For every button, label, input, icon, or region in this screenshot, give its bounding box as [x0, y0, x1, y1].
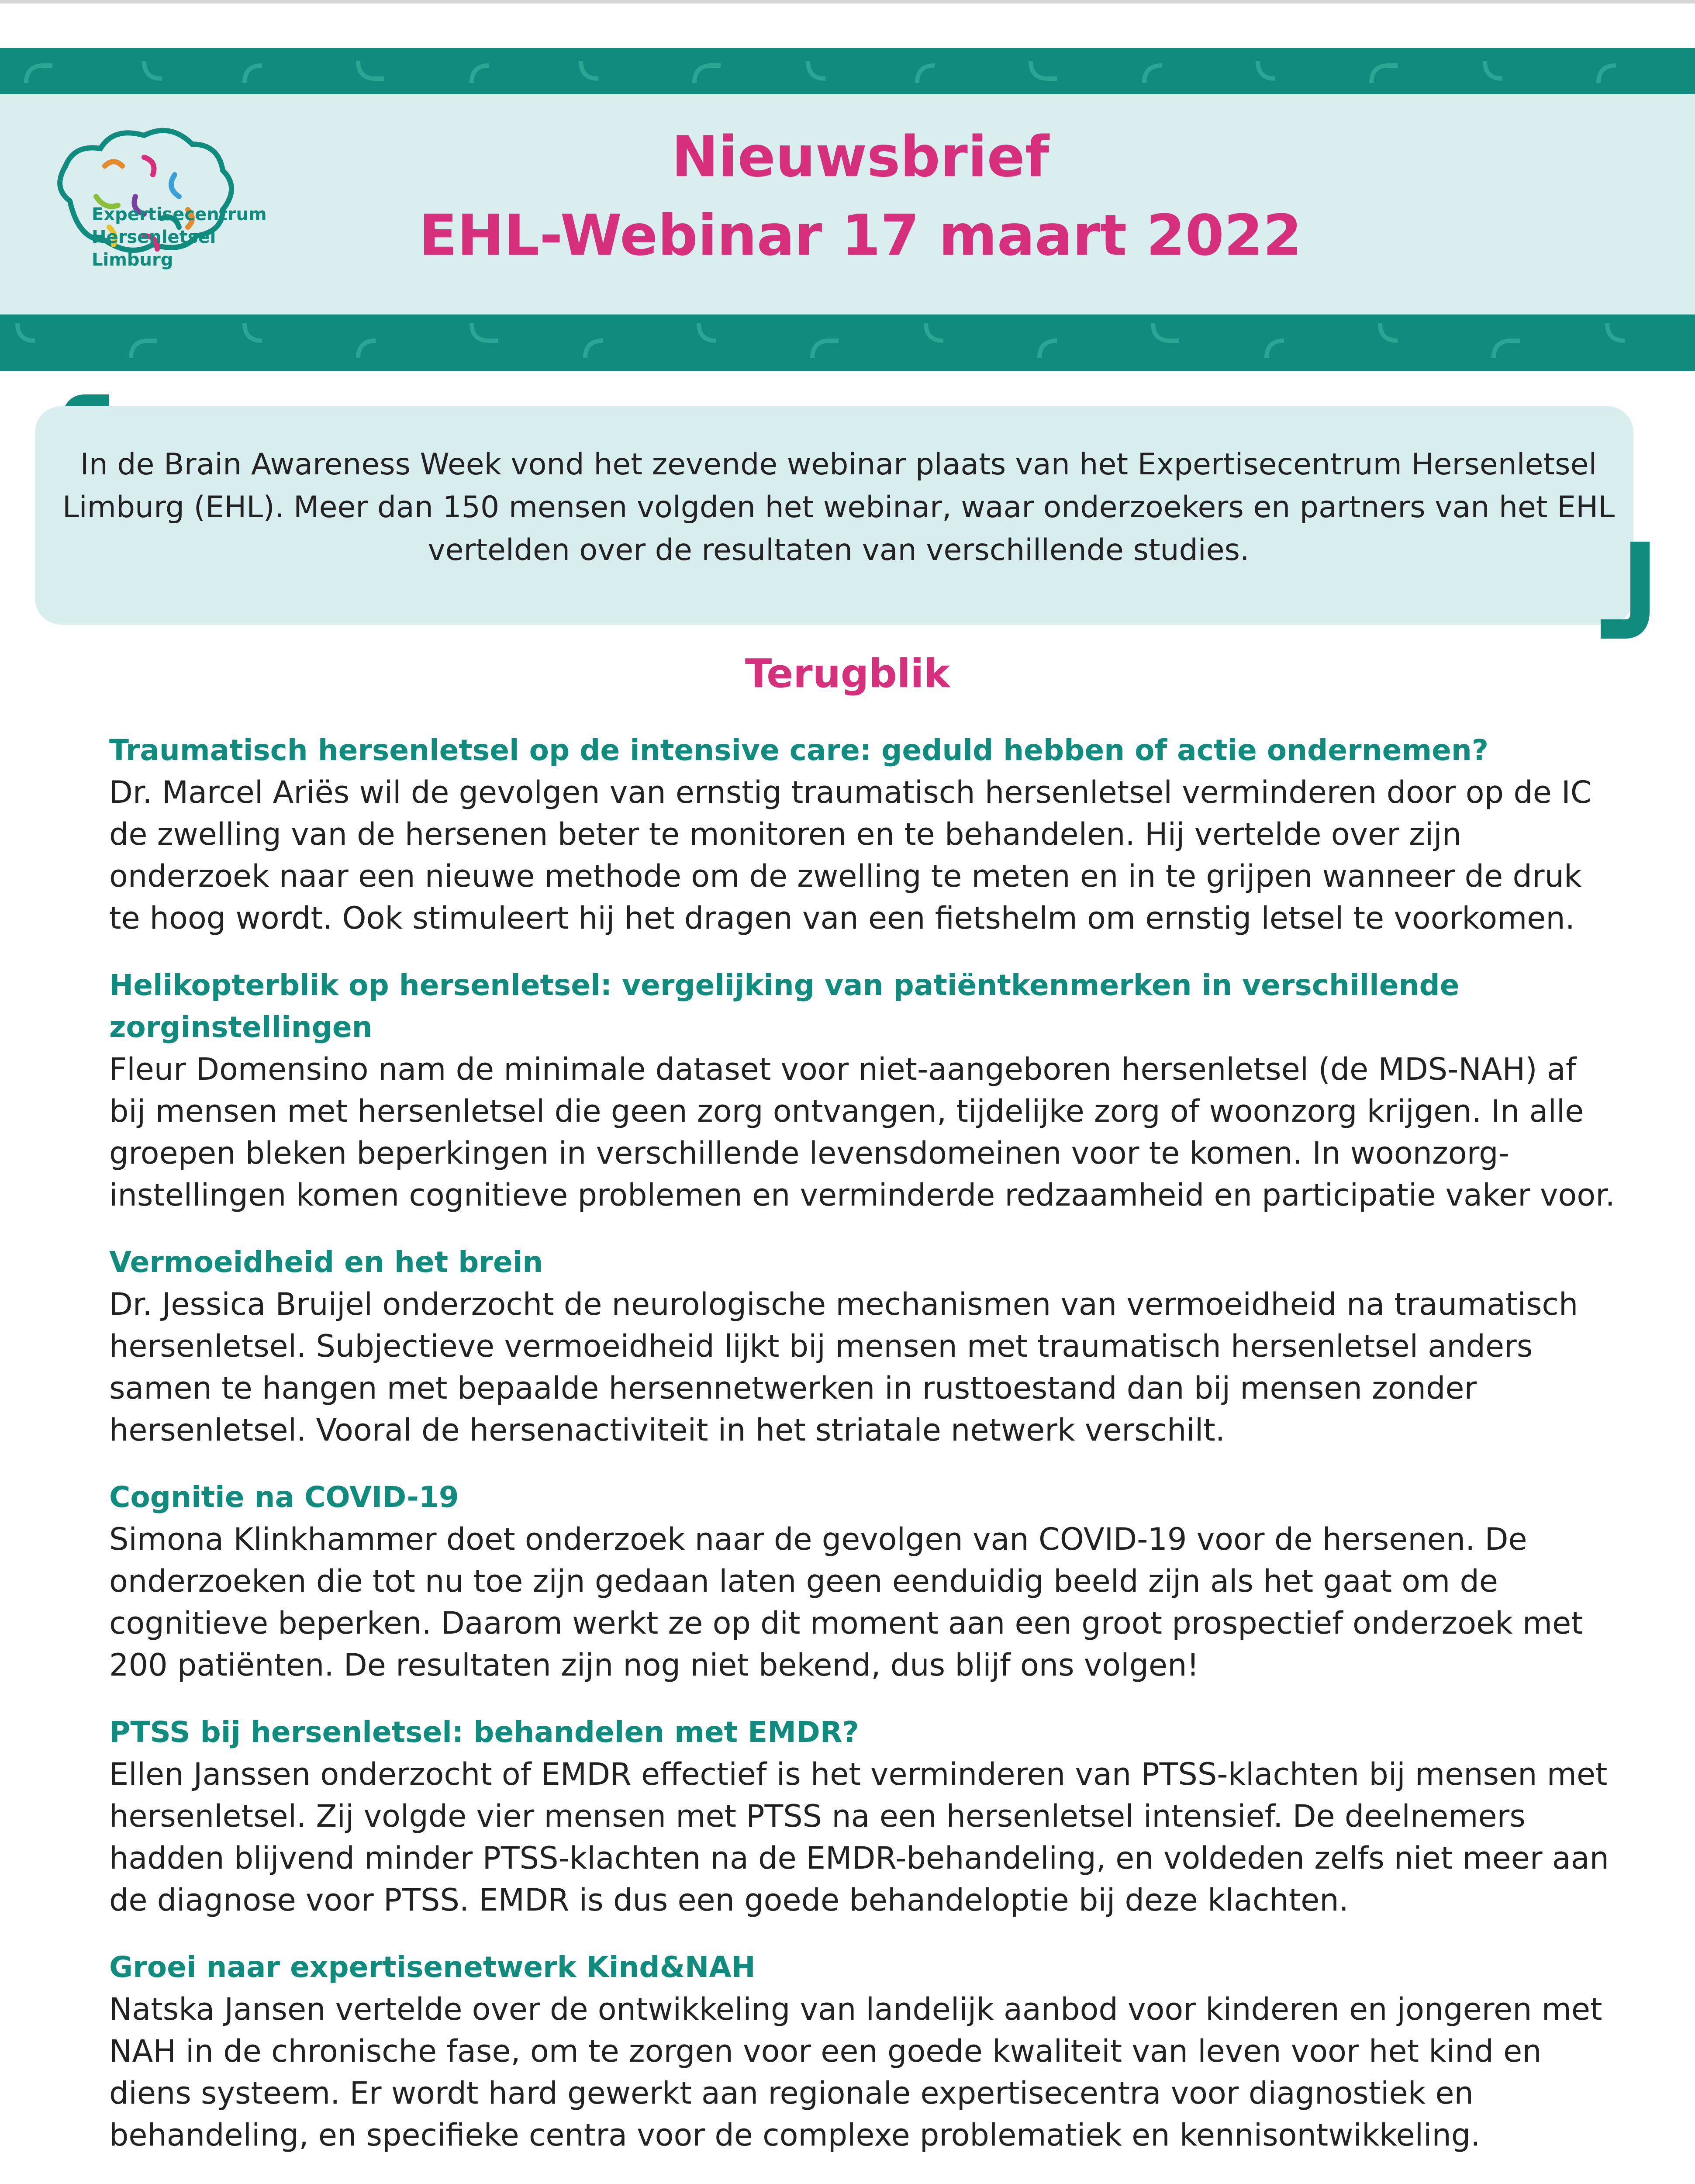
article-item — [109, 1946, 1620, 2156]
logo-wordmark — [92, 203, 267, 271]
header-bottom-pattern — [0, 314, 1695, 371]
article-body: Dr. Marcel Ariës wil de gevolgen van ernstig traumatisch hersenletsel verminderen door op de IC de zwelling van de hersenen beter te monitoren en te behandelen. Hij vertelde over zijn onderzoek naar een nieuwe methode om de zwelling te meten en in te grijpen wanneer de druk te hoog wordt. Ook stimuleert hij het dragen van een fietshelm om ernstig letsel te voorkomen. — [109, 774, 1592, 936]
article-body: Simona Klinkhammer doet onderzoek naar de gevolgen van COVID-19 voor de hersenen. De onderzoeken die tot nu toe zijn gedaan laten geen eenduidig beeld zijn als het gaat om de cognitieve beperken. Daarom werkt ze op dit moment aan een groot prospectief onderzoek met 200 patiënten. De resultaten zijn nog niet bekend, dus blijf ons volgen! — [109, 1521, 1583, 1683]
page-title — [358, 118, 1363, 275]
article-heading: Cognitie na COVID-19 — [109, 1480, 459, 1514]
article-item — [109, 964, 1620, 1216]
title-line-2: EHL-Webinar 17 maart 2022 — [419, 203, 1302, 268]
header-banner — [0, 48, 1695, 371]
logo-line-2: Hersenletsel — [92, 227, 216, 247]
article-heading: PTSS bij hersenletsel: behandelen met EMDR? — [109, 1715, 859, 1749]
logo-line-3: Limburg — [92, 250, 173, 270]
header-top-band — [0, 48, 1695, 94]
intro-text: In de Brain Awareness Week vond het zevende webinar plaats van het Expertisecentrum Hersenletsel Limburg (EHL). Meer dan 150 mensen volgden het webinar, waar onderzoekers en partners van het EHL vertelden over de resultaten van verschillende studies. — [62, 447, 1615, 567]
top-rule — [0, 0, 1695, 3]
article-heading: Vermoeidheid en het brein — [109, 1245, 543, 1279]
title-line-1: Nieuwsbrief — [671, 124, 1049, 190]
header-top-pattern — [0, 48, 1695, 94]
article-heading: Groei naar expertisenetwerk Kind&NAH — [109, 1950, 756, 1984]
article-heading: Traumatisch hersenletsel op de intensive care: geduld hebben of actie ondernemen? — [109, 733, 1489, 767]
intro-box — [35, 406, 1633, 625]
article-body: Natska Jansen vertelde over de ontwikkeling van landelijk aanbod voor kinderen en jongeren met NAH in de chronische fase, om te zorgen voor een goede kwaliteit van leven voor het kind en diens systeem. Er wordt hard gewerkt aan regionale expertisecentra voor diagnostiek en behandeling, en specifieke centra voor de complexe problematiek en kennisontwikkeling. — [109, 1991, 1602, 2153]
section-title: Terugblik — [745, 651, 950, 697]
article-item — [109, 1711, 1620, 1921]
article-heading: Helikopterblik op hersenletsel: vergelijking van patiëntkenmerken in verschillende zorginstellingen — [109, 968, 1460, 1044]
logo-line-1: Expertisecentrum — [92, 204, 267, 225]
header-bottom-band — [0, 314, 1695, 371]
article-item — [109, 1476, 1620, 1686]
article-list — [109, 729, 1620, 2181]
close-quote-bracket-icon — [1594, 542, 1651, 642]
article-body: Ellen Janssen onderzocht of EMDR effectief is het verminderen van PTSS-klachten bij mensen met hersenletsel. Zij volgde vier mensen met PTSS na een hersenletsel intensief. De deelnemers hadden blijvend minder PTSS-klachten na de EMDR-behandeling, en voldeden zelfs niet meer aan de diagnose voor PTSS. EMDR is dus een goede behandeloptie bij deze klachten. — [109, 1756, 1609, 1918]
article-body: Fleur Domensino nam de minimale dataset voor niet-aangeboren hersenletsel (de MDS-NAH) af bij mensen met hersenletsel die geen zorg ontvangen, tijdelijke zorg of woonzorg krijgen. In alle groepen bleken beperkingen in verschillende levensdomeinen voor te komen. In woonzorg-instellingen komen cognitieve problemen en verminderde redzaamheid en participatie vaker voor. — [109, 1051, 1615, 1213]
article-item — [109, 1241, 1620, 1451]
article-body: Dr. Jessica Bruijel onderzocht de neurologische mechanismen van vermoeidheid na traumatisch hersenletsel. Subjectieve vermoeidheid lijkt bij mensen met traumatisch hersenletsel anders samen te hangen met bepaalde hersennetwerken in rusttoestand dan bij mensen zonder hersenletsel. Vooral de hersenactiviteit in het striatale netwerk verschilt. — [109, 1286, 1578, 1448]
article-item — [109, 729, 1620, 939]
